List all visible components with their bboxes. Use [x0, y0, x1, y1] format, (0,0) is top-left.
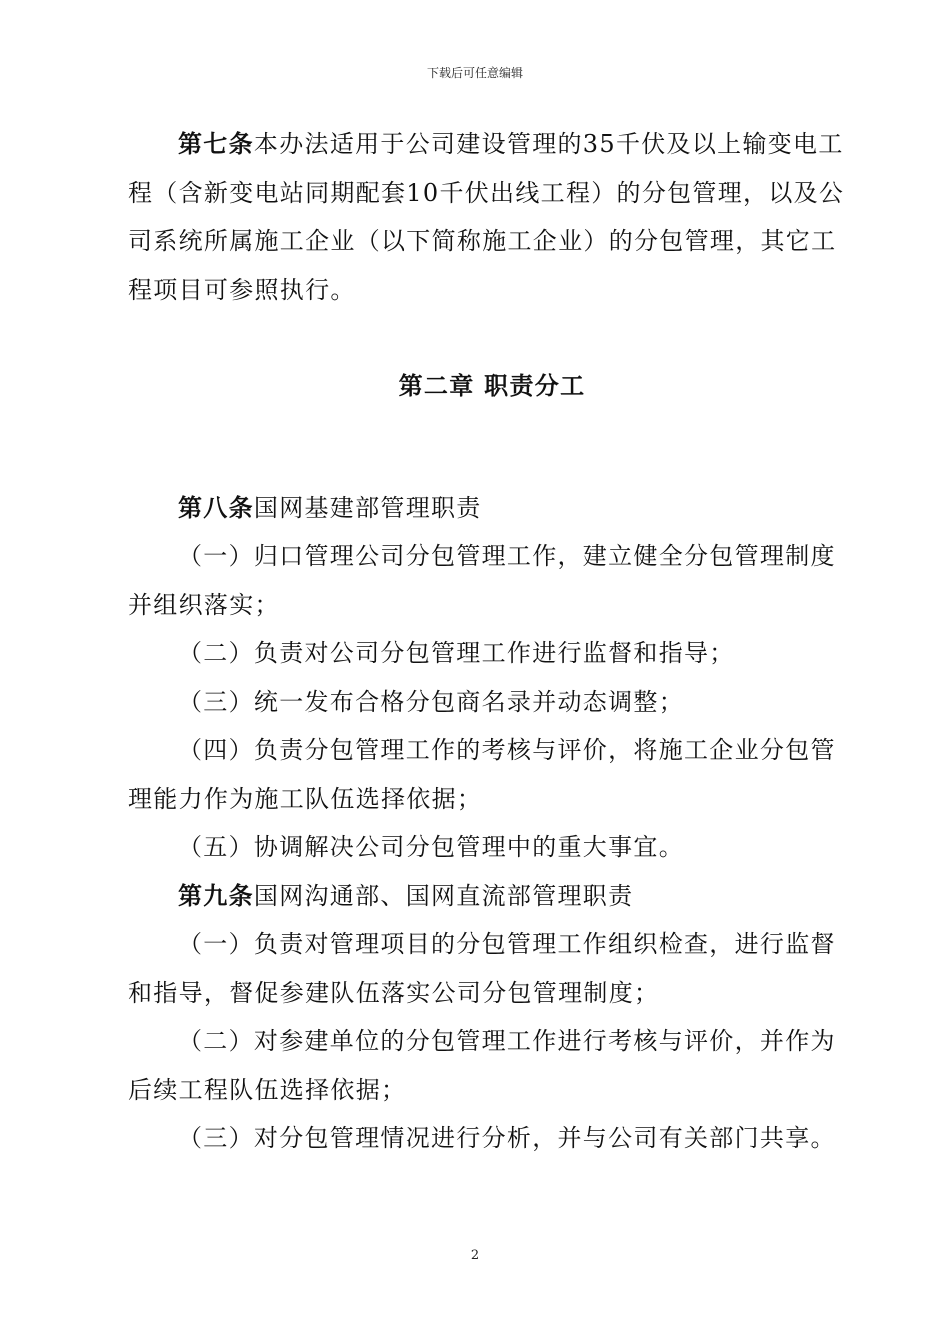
article-9-item: （一）负责对管理项目的分包管理工作组织检查，进行监督和指导，督促参建队伍落实公司分包管理制度；	[128, 930, 836, 1007]
page-header: 下载后可任意编辑	[426, 66, 523, 80]
article-8-item: （五）协调解决公司分包管理中的重大事宜。	[178, 833, 684, 861]
page-number: 2	[470, 1248, 480, 1263]
article-9-label: 第九条	[178, 880, 254, 910]
article-9-heading	[128, 872, 856, 921]
article-9-heading-text: 国网沟通部、国网直流部管理职责	[253, 881, 634, 910]
document-body	[128, 120, 856, 1163]
article-8-item: （三）统一发布合格分包商名录并动态调整；	[178, 687, 684, 716]
chapter-title: 第二章 职责分工	[398, 371, 586, 400]
article-8-heading-text: 国网基建部管理职责	[253, 493, 482, 522]
spacer	[128, 411, 856, 484]
article-8-item: （二）负责对公司分包管理工作进行监督和指导；	[178, 639, 735, 667]
article-9-item: （二）对参建单位的分包管理工作进行考核与评价，并作为后续工程队伍选择依据；	[128, 1027, 836, 1104]
article-9-item: （三）对分包管理情况进行分析，并与公司有关部门共享。	[178, 1124, 836, 1152]
article-7-paragraph	[128, 120, 856, 314]
article-8-item: （四）负责分包管理工作的考核与评价，将施工企业分包管理能力作为施工队伍选择依据；	[128, 736, 836, 813]
article-7-text: 本办法适用于公司建设管理的35千伏及以上输变电工程（含新变电站同期配套10千伏出线工程）的分包管理，以及公司系统所属施工企业（以下简称施工企业）的分包管理，其它工程项目可参照执行。	[128, 130, 845, 304]
article-8-heading	[128, 484, 856, 533]
article-8-item: （一）归口管理公司分包管理工作，建立健全分包管理制度并组织落实；	[128, 542, 836, 619]
spacer	[128, 314, 856, 362]
article-8-label: 第八条	[178, 492, 254, 522]
article-7-label: 第七条	[178, 129, 254, 158]
